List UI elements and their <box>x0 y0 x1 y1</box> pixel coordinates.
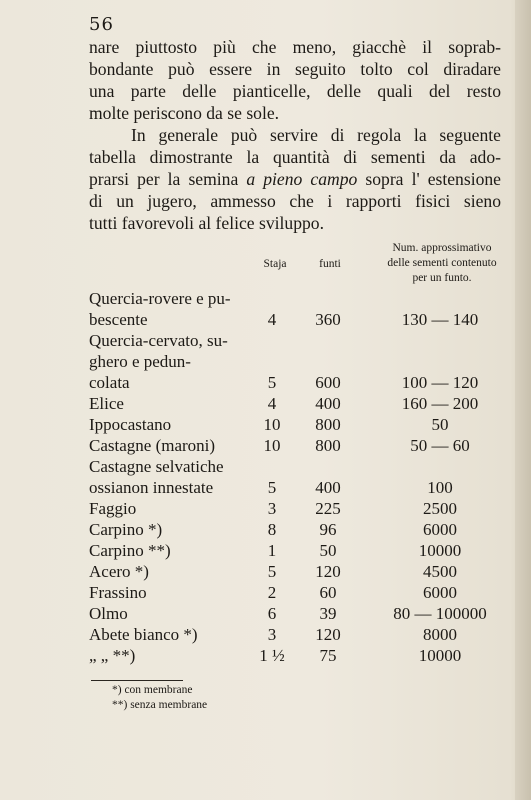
table-row <box>89 435 509 456</box>
funti-cell: 225 <box>315 499 341 518</box>
staja-cell: 4 <box>267 310 277 329</box>
header-num-approx <box>372 241 512 286</box>
paragraph-1 <box>89 36 501 124</box>
species-name: Quercia-cervato, su- <box>89 331 228 350</box>
header-line: delle sementi contenuto <box>387 257 497 269</box>
funti-cell: 96 <box>319 520 337 539</box>
text-line: bondante può essere in seguito tolto col diradare <box>89 59 501 79</box>
funti-cell: 800 <box>315 415 341 434</box>
species-name: ossianon innestate <box>89 478 214 497</box>
seed-count-cell: 50 — 60 <box>410 436 470 455</box>
table-row <box>89 645 509 666</box>
staja-cell: 3 <box>267 499 277 518</box>
species-name: Carpino **) <box>89 541 171 560</box>
species-name: bescente <box>89 310 148 329</box>
seed-count-cell: 2500 <box>423 499 457 518</box>
staja-cell: 5 <box>267 478 277 497</box>
species-name: Ippocastano <box>89 415 172 434</box>
table-row <box>89 477 509 498</box>
seed-count-cell: 10000 <box>418 541 462 560</box>
staja-cell: 2 <box>267 583 277 602</box>
funti-cell: 39 <box>319 604 337 623</box>
species-name: colata <box>89 373 130 392</box>
text-line: di un jugero, ammesso che i rapporti fisici sieno <box>89 191 501 211</box>
seed-count-cell: 8000 <box>423 625 457 644</box>
seed-count-cell: 130 — 140 <box>401 310 479 329</box>
species-name: Acero *) <box>89 562 149 581</box>
footnote: *) con membrane <box>112 684 193 696</box>
seed-count-cell: 80 — 100000 <box>393 604 487 623</box>
staja-cell: 1 ½ <box>259 646 285 665</box>
text-line: tutti favorevoli al felice sviluppo. <box>89 213 325 233</box>
table-row <box>89 582 509 603</box>
table-row <box>89 288 509 309</box>
staja-cell: 5 <box>267 373 277 392</box>
table-row <box>89 540 509 561</box>
text-line: una parte delle pianticelle, delle quali del resto <box>89 81 501 101</box>
seed-table <box>89 288 509 666</box>
funti-cell: 50 <box>319 541 337 560</box>
funti-cell: 800 <box>315 436 341 455</box>
seed-count-cell: 100 — 120 <box>401 373 479 392</box>
page-number: 56 <box>89 14 114 35</box>
italic-phrase: a pieno campo <box>246 169 358 189</box>
table-row <box>89 309 509 330</box>
funti-cell: 120 <box>315 625 341 644</box>
staja-cell: 6 <box>267 604 277 623</box>
table-row <box>89 393 509 414</box>
species-name: Castagne selvatiche <box>89 457 224 476</box>
table-row <box>89 519 509 540</box>
funti-cell: 120 <box>315 562 341 581</box>
seed-count-cell: 10000 <box>418 646 462 665</box>
table-row <box>89 456 509 477</box>
seed-count-cell: 50 <box>431 415 449 434</box>
funti-cell: 400 <box>315 478 341 497</box>
header-staja: Staja <box>263 258 287 270</box>
funti-cell: 60 <box>319 583 337 602</box>
body-text <box>89 36 501 234</box>
staja-cell: 10 <box>263 415 281 434</box>
text-line: nare piuttosto più che meno, giacchè il soprab- <box>89 37 501 57</box>
text-line <box>89 168 501 190</box>
footnotes <box>112 683 207 713</box>
species-name: Faggio <box>89 499 137 518</box>
species-name: Abete bianco *) <box>89 625 198 644</box>
text-line: molte periscono da se sole. <box>89 103 280 123</box>
header-line: per un funto. <box>412 272 472 284</box>
text-span: prarsi per la semina <box>89 169 247 189</box>
table-row <box>89 330 509 351</box>
header-line: Num. approssimativo <box>392 242 492 254</box>
funti-cell: 600 <box>315 373 341 392</box>
text-span: sopra l' estensione <box>357 169 501 189</box>
staja-cell: 3 <box>267 625 277 644</box>
page-gutter <box>515 0 531 800</box>
species-name: Carpino *) <box>89 520 163 539</box>
staja-cell: 1 <box>267 541 277 560</box>
paragraph-2 <box>89 124 501 234</box>
header-funti: funti <box>319 258 341 270</box>
species-name: „ „ **) <box>89 646 136 665</box>
table-row <box>89 603 509 624</box>
table-row <box>89 624 509 645</box>
species-name: Olmo <box>89 604 128 623</box>
species-name: Castagne (maroni) <box>89 436 216 455</box>
seed-count-cell: 4500 <box>423 562 457 581</box>
footnote-rule <box>91 680 183 681</box>
species-name: ghero e pedun- <box>89 352 191 371</box>
funti-cell: 360 <box>315 310 341 329</box>
species-name: Quercia-rovere e pu- <box>89 289 231 308</box>
text-line: In generale può servire di regola la seguente <box>131 125 501 145</box>
funti-cell: 75 <box>319 646 337 665</box>
species-name: Frassino <box>89 583 147 602</box>
staja-cell: 10 <box>263 436 281 455</box>
seed-count-cell: 6000 <box>423 520 457 539</box>
table-row <box>89 372 509 393</box>
seed-count-cell: 100 <box>427 478 453 497</box>
staja-cell: 8 <box>267 520 277 539</box>
table-row <box>89 351 509 372</box>
staja-cell: 4 <box>267 394 277 413</box>
table-row <box>89 498 509 519</box>
table-row <box>89 414 509 435</box>
text-line: tabella dimostrante la quantità di sementi da ado- <box>89 147 501 167</box>
seed-count-cell: 6000 <box>423 583 457 602</box>
footnote: **) senza membrane <box>112 699 208 711</box>
staja-cell: 5 <box>267 562 277 581</box>
seed-count-cell: 160 — 200 <box>401 394 479 413</box>
species-name: Elice <box>89 394 124 413</box>
table-row <box>89 561 509 582</box>
funti-cell: 400 <box>315 394 341 413</box>
